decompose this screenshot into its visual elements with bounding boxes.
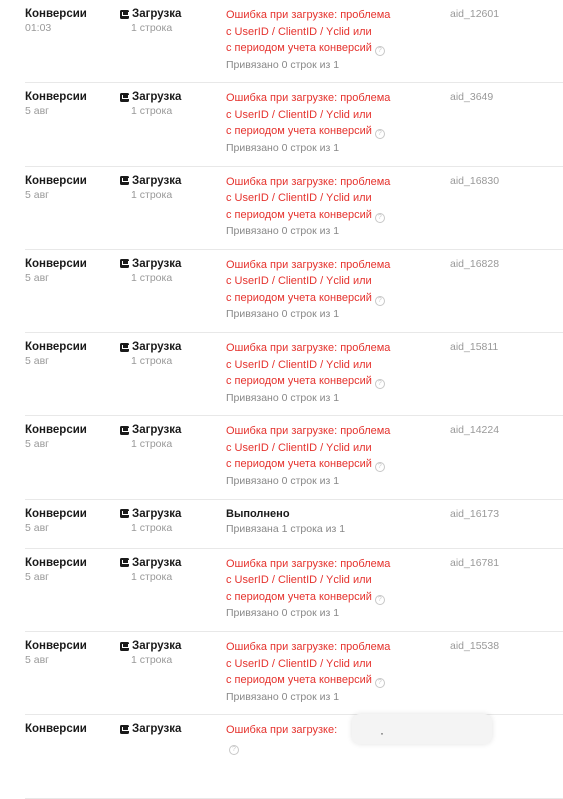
row-count: 1 строка bbox=[131, 22, 173, 34]
list-item[interactable] bbox=[25, 83, 563, 166]
error-line-1: Ошибка при загрузке: проблема bbox=[226, 258, 391, 271]
source-label: Загрузка bbox=[132, 556, 182, 569]
upload-icon bbox=[120, 558, 129, 567]
error-line-3: с периодом учета конверсий ? bbox=[226, 123, 426, 140]
conversion-date: 5 авг bbox=[25, 355, 50, 368]
status-cell bbox=[226, 7, 426, 73]
status-subtext: Привязано 0 строк из 1 bbox=[226, 690, 340, 703]
list-item[interactable] bbox=[25, 500, 563, 549]
info-icon[interactable]: ? bbox=[375, 296, 385, 306]
source-cell bbox=[120, 90, 210, 118]
conversion-type-cell bbox=[25, 722, 115, 736]
info-icon[interactable]: ? bbox=[375, 46, 385, 56]
list-item[interactable] bbox=[25, 549, 563, 632]
error-line-2: с UserID / ClientID / Yclid или bbox=[226, 192, 372, 205]
list-item[interactable] bbox=[25, 0, 563, 83]
row-count: 1 строка bbox=[131, 188, 173, 201]
conversion-date: 5 авг bbox=[25, 521, 50, 534]
error-line-1: Ошибка при загрузке: проблема bbox=[226, 425, 391, 438]
error-line-2: с UserID / ClientID / Yclid или bbox=[226, 108, 372, 121]
row-count: 1 строка bbox=[131, 105, 173, 118]
upload-id: aid_16830 bbox=[450, 174, 500, 187]
status-subtext: Привязано 0 строк из 1 bbox=[226, 225, 340, 238]
row-count: 1 строка bbox=[131, 355, 173, 368]
error-line-2: с UserID / ClientID / Yclid или bbox=[226, 441, 372, 454]
error-line-3: с периодом учета конверсий ? bbox=[226, 456, 426, 473]
upload-icon bbox=[120, 10, 129, 19]
list-item[interactable] bbox=[25, 632, 563, 715]
source-label: Загрузка bbox=[132, 341, 182, 354]
error-line-2: с UserID / ClientID / Yclid или bbox=[226, 657, 372, 670]
conversion-type-cell bbox=[25, 507, 115, 535]
conversion-date: 5 авг bbox=[25, 271, 50, 284]
source-cell bbox=[120, 257, 210, 285]
upload-id: aid_16828 bbox=[450, 257, 500, 270]
upload-icon bbox=[120, 426, 129, 435]
conversion-date: 01:03 bbox=[25, 22, 52, 34]
list-item[interactable] bbox=[25, 333, 563, 416]
error-line-1: Ошибка при загрузке: проблема bbox=[226, 641, 391, 654]
upload-id: aid_14224 bbox=[450, 424, 500, 437]
info-icon[interactable]: ? bbox=[375, 379, 385, 389]
source-cell bbox=[120, 7, 210, 35]
conversion-type-cell bbox=[25, 257, 115, 285]
conversion-type-cell bbox=[25, 639, 115, 667]
row-count: 1 строка bbox=[131, 271, 173, 284]
status-subtext: Привязано 0 строк из 1 bbox=[226, 308, 340, 321]
row-count: 1 строка bbox=[131, 438, 173, 451]
list-item[interactable] bbox=[25, 416, 563, 499]
row-count: 1 строка bbox=[131, 570, 173, 583]
source-label: Загрузка bbox=[132, 723, 182, 736]
conversion-date: 5 авг bbox=[25, 105, 50, 118]
status-subtext: Привязано 0 строк из 1 bbox=[226, 141, 340, 154]
upload-id: aid_16781 bbox=[450, 556, 500, 569]
upload-icon bbox=[120, 725, 129, 734]
list-item[interactable] bbox=[25, 167, 563, 250]
upload-icon bbox=[120, 642, 129, 651]
conversion-date: 5 авг bbox=[25, 570, 50, 583]
conversion-type: Конверсии bbox=[25, 174, 87, 187]
conversion-type: Конверсии bbox=[25, 640, 87, 653]
error-line-3: с периодом учета конверсий ? bbox=[226, 672, 426, 689]
info-icon[interactable]: ? bbox=[375, 213, 385, 223]
error-line-1: Ошибка при загрузке: проблема bbox=[226, 92, 391, 105]
upload-id: aid_3649 bbox=[450, 91, 494, 104]
error-line-2: с UserID / ClientID / Yclid или bbox=[226, 358, 372, 371]
status-cell bbox=[226, 639, 426, 705]
error-line-1: Ошибка при загрузке: проблема bbox=[226, 557, 391, 570]
conversion-type: Конверсии bbox=[25, 257, 87, 270]
error-line-1: Ошибка при загрузке: проблема bbox=[226, 175, 391, 188]
row-count: 1 строка bbox=[131, 654, 173, 667]
source-cell bbox=[120, 340, 210, 368]
status-subtext: Привязана 1 строка из 1 bbox=[226, 522, 346, 535]
upload-id: aid_15811 bbox=[450, 341, 499, 354]
error-line-3: с периодом учета конверсий ? bbox=[226, 589, 426, 606]
source-cell bbox=[120, 507, 210, 535]
status-cell bbox=[226, 556, 426, 622]
conversion-type: Конверсии bbox=[25, 723, 87, 736]
source-label: Загрузка bbox=[132, 91, 182, 104]
error-line-2: с UserID / ClientID / Yclid или bbox=[226, 275, 372, 288]
status-cell bbox=[226, 257, 426, 323]
conversion-type-cell bbox=[25, 556, 115, 584]
error-line-3: с периодом учета конверсий ? bbox=[226, 373, 426, 390]
upload-icon bbox=[120, 259, 129, 268]
status-subtext: Привязано 0 строк из 1 bbox=[226, 391, 340, 404]
info-icon[interactable]: ? bbox=[375, 678, 385, 688]
info-icon[interactable]: ? bbox=[229, 745, 239, 755]
conversion-type-cell bbox=[25, 7, 115, 35]
upload-id: aid_12601 bbox=[450, 8, 500, 20]
source-label: Загрузка bbox=[132, 640, 182, 653]
source-cell bbox=[120, 423, 210, 451]
source-cell bbox=[120, 639, 210, 667]
info-icon[interactable]: ? bbox=[375, 595, 385, 605]
status-text: Выполнено bbox=[226, 507, 290, 520]
status-cell bbox=[226, 90, 426, 156]
status-cell bbox=[226, 174, 426, 240]
status-subtext: Привязано 0 строк из 1 bbox=[226, 58, 340, 71]
upload-id: aid_16173 bbox=[450, 507, 500, 520]
popover-dot-icon: · bbox=[380, 726, 384, 740]
source-label: Загрузка bbox=[132, 507, 182, 520]
conversion-type-cell bbox=[25, 174, 115, 202]
conversion-type-cell bbox=[25, 423, 115, 451]
status-cell bbox=[226, 423, 426, 489]
status-subtext: Привязано 0 строк из 1 bbox=[226, 607, 340, 620]
conversion-date: 5 авг bbox=[25, 654, 50, 667]
source-label: Загрузка bbox=[132, 257, 182, 270]
conversion-date: 5 авг bbox=[25, 188, 50, 201]
source-label: Загрузка bbox=[132, 8, 182, 20]
row-count: 1 строка bbox=[131, 521, 173, 534]
upload-icon bbox=[120, 93, 129, 102]
source-cell bbox=[120, 174, 210, 202]
status-cell bbox=[226, 507, 426, 537]
conversion-type-cell bbox=[25, 340, 115, 368]
conversion-type-cell bbox=[25, 90, 115, 118]
error-line-3: с периодом учета конверсий ? bbox=[226, 290, 426, 307]
conversion-type: Конверсии bbox=[25, 341, 87, 354]
conversion-type: Конверсии bbox=[25, 507, 87, 520]
status-cell bbox=[226, 340, 426, 406]
source-cell bbox=[120, 722, 210, 736]
source-label: Загрузка bbox=[132, 424, 182, 437]
upload-icon bbox=[120, 343, 129, 352]
info-icon[interactable]: ? bbox=[375, 462, 385, 472]
status-subtext: Привязано 0 строк из 1 bbox=[226, 474, 340, 487]
error-line-2: с UserID / ClientID / Yclid или bbox=[226, 25, 372, 38]
info-icon[interactable]: ? bbox=[375, 129, 385, 139]
error-line-2: с UserID / ClientID / Yclid или bbox=[226, 574, 372, 587]
error-line-1: Ошибка при загрузке: bbox=[226, 724, 338, 737]
floating-popover[interactable] bbox=[352, 714, 492, 744]
list-item[interactable] bbox=[25, 250, 563, 333]
upload-icon bbox=[120, 176, 129, 185]
error-line-3: с периодом учета конверсий ? bbox=[226, 40, 426, 57]
conversion-type: Конверсии bbox=[25, 91, 87, 104]
error-line-1: Ошибка при загрузке: проблема bbox=[226, 342, 391, 355]
upload-icon bbox=[120, 509, 129, 518]
conversion-type: Конверсии bbox=[25, 556, 87, 569]
error-line-1: Ошибка при загрузке: проблема bbox=[226, 9, 391, 21]
conversion-type: Конверсии bbox=[25, 424, 87, 437]
upload-id: aid_15538 bbox=[450, 640, 500, 653]
conversion-type: Конверсии bbox=[25, 8, 87, 20]
source-cell bbox=[120, 556, 210, 584]
source-label: Загрузка bbox=[132, 174, 182, 187]
error-line-3: с периодом учета конверсий ? bbox=[226, 207, 426, 224]
conversion-date: 5 авг bbox=[25, 438, 50, 451]
